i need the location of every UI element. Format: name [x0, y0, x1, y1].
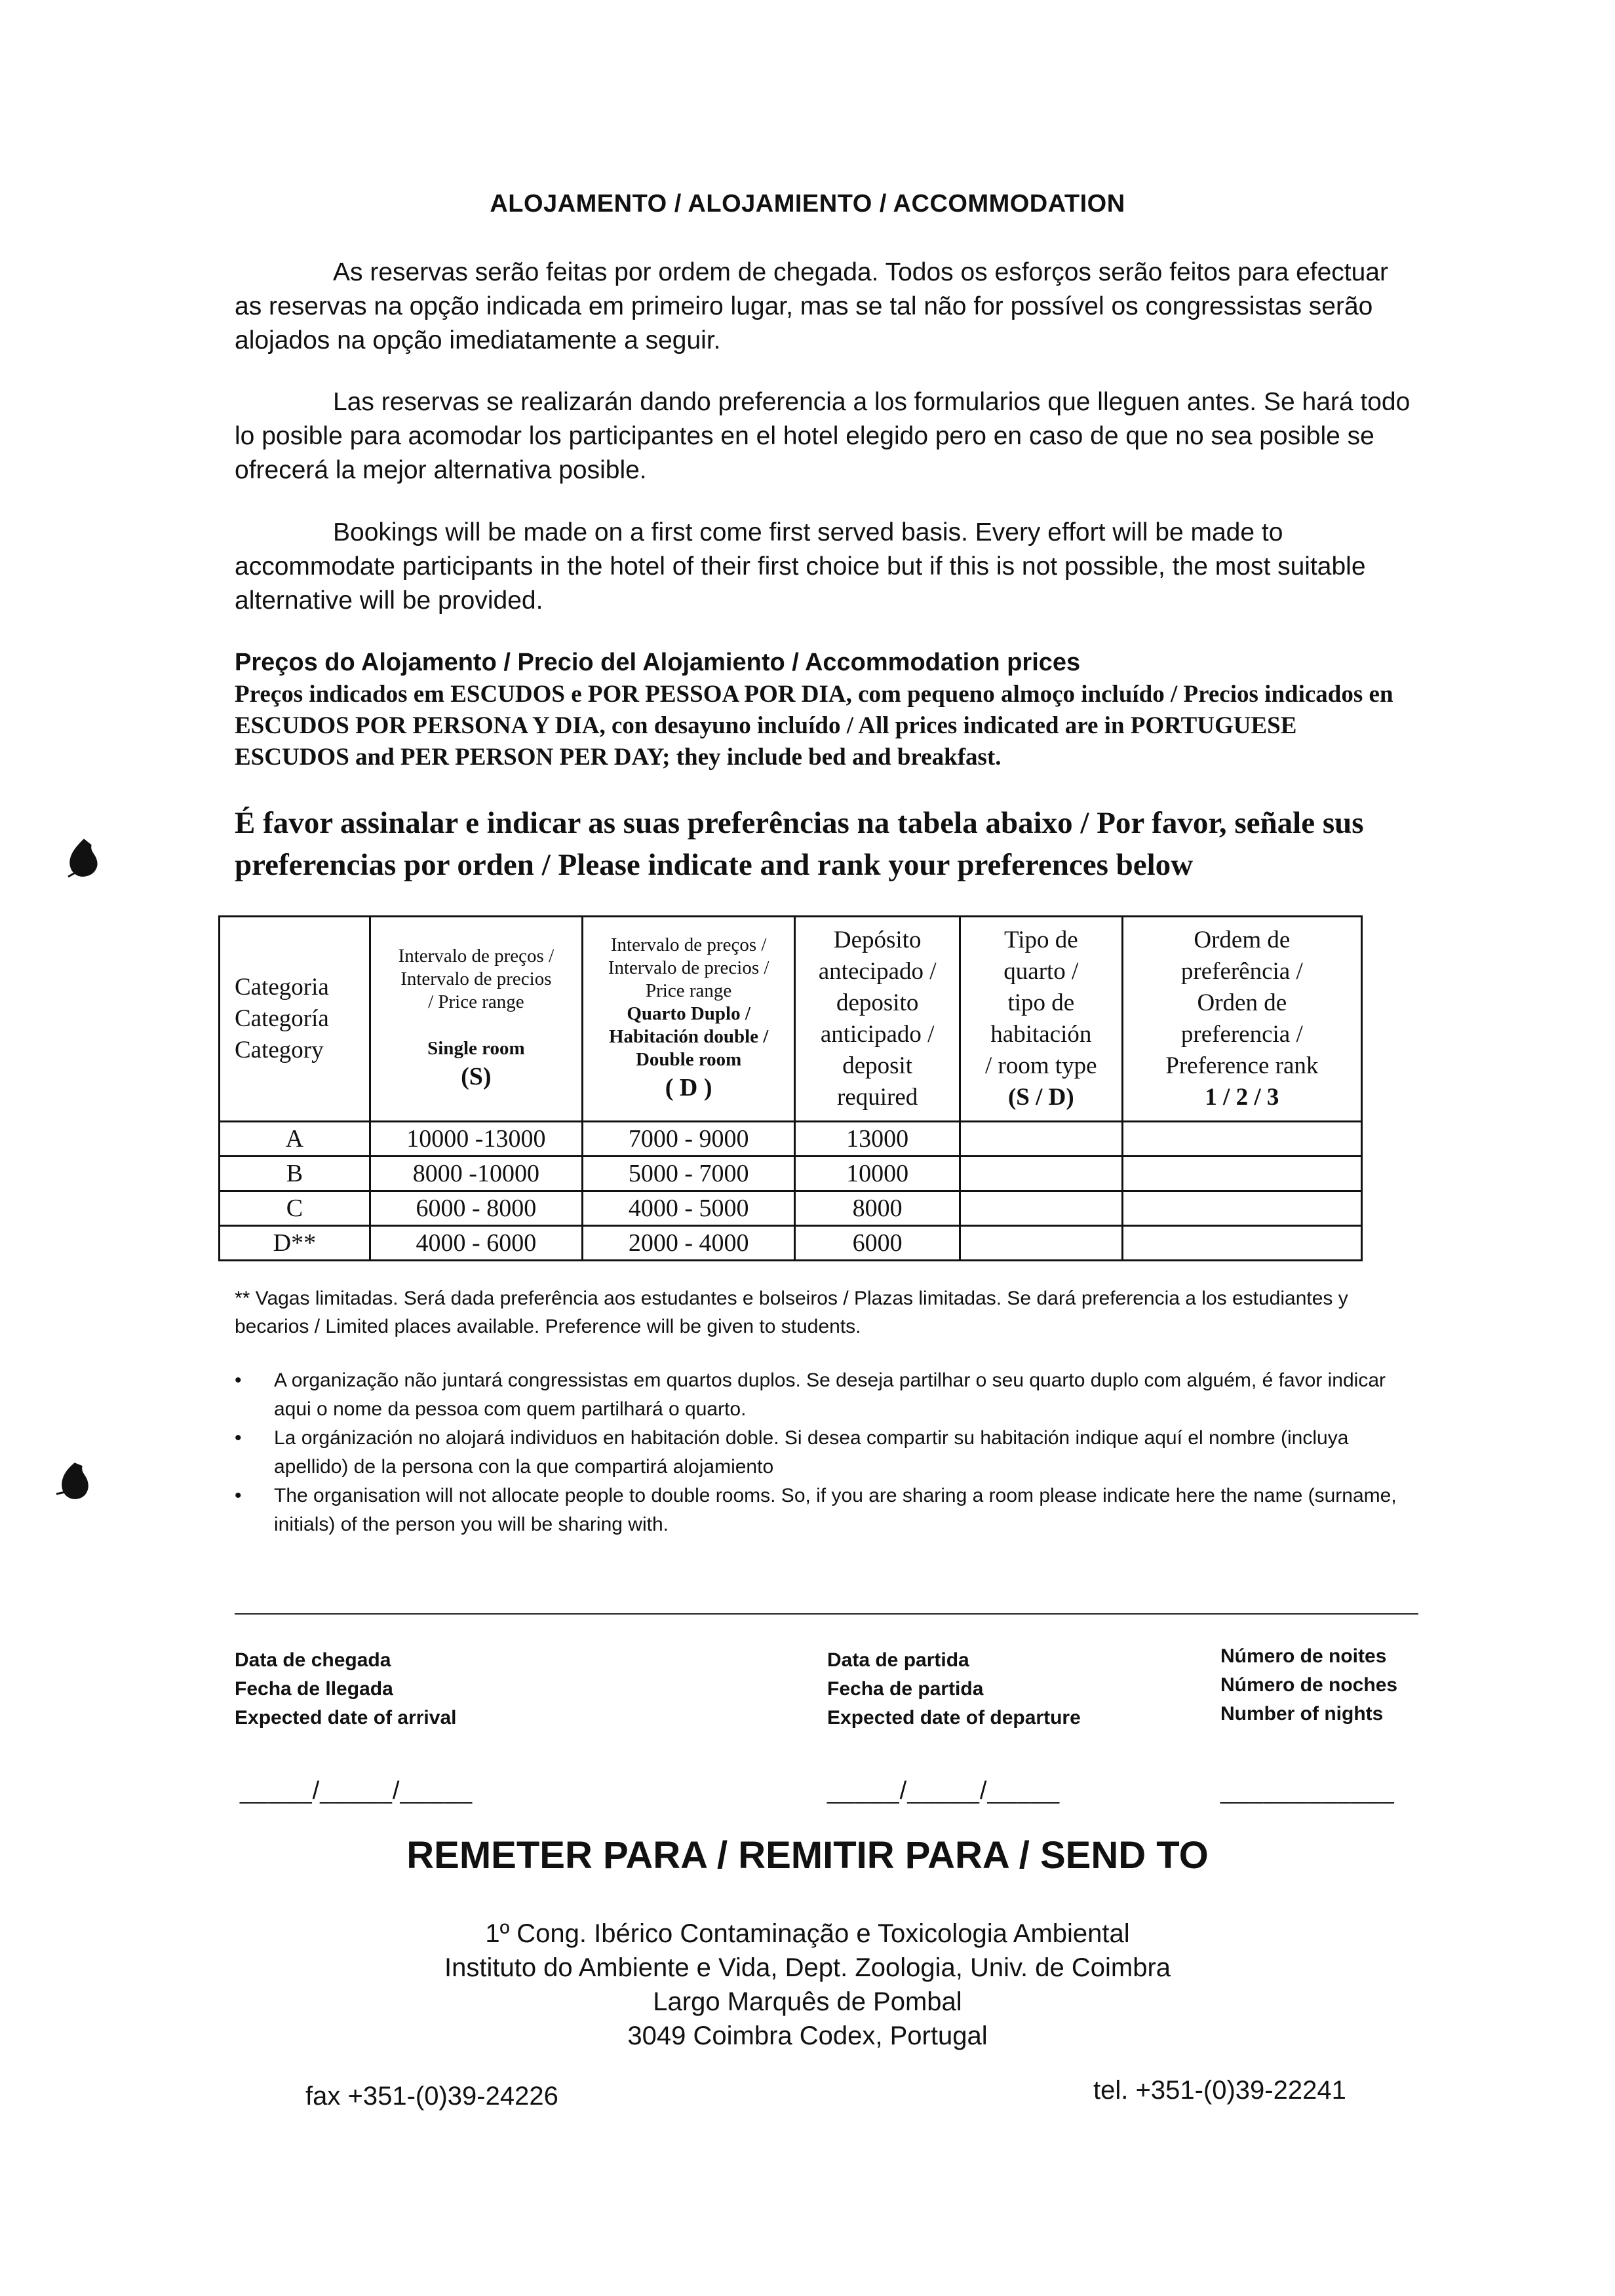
address-line: Instituto do Ambiente e Vida, Dept. Zoologia, Univ. de Coimbra: [444, 1953, 1171, 1982]
header-deposit: Depósito antecipado / deposito anticipado / deposit required: [795, 917, 960, 1122]
tel-number: tel. +351-(0)39-22241: [1093, 2076, 1346, 2105]
double-price-cell: 5000 - 7000: [582, 1157, 794, 1191]
departure-date-field[interactable]: _____/_____/_____: [827, 1777, 1060, 1805]
arrival-date-field[interactable]: _____/_____/_____: [240, 1777, 473, 1805]
mailing-address: [0, 1917, 1615, 2053]
prices-text: Preços indicados em ESCUDOS e POR PESSOA POR DIA, com pequeno almoço incluído / Precios indicados en ESCUDOS POR PERSONA Y DIA, con desayuno incluído / All prices indicated are in PORTUGUESE ESCUDOS and PER PERSON PER DAY; they include bed and breakfast.: [235, 681, 1393, 771]
header-preference-rank: Ordem de preferência / Orden de preferencia / Preference rank 1 / 2 / 3: [1122, 917, 1361, 1122]
deposit-cell: 8000: [795, 1191, 960, 1226]
preference-rank-input-cell[interactable]: [1122, 1191, 1361, 1226]
double-price-cell: 4000 - 5000: [582, 1191, 794, 1226]
header-double-room: Intervalo de preços / Intervalo de precios / Price range Quarto Duplo / Habitación double / Double room ( D ): [582, 917, 794, 1122]
paragraph-portuguese: As reservas serão feitas por ordem de chegada. Todos os esforços serão feitos para efectuar as reservas na opção indicada em primeiro lugar, mas se tal não for possível os congressistas serão alojados na opção imediatamente a seguir.: [235, 258, 1388, 354]
nights-field[interactable]: ____________: [1220, 1777, 1395, 1805]
deposit-cell: 10000: [795, 1157, 960, 1191]
sharing-instructions-list: [235, 1366, 1408, 1539]
room-type-input-cell[interactable]: [960, 1226, 1122, 1261]
prices-heading: Preços do Alojamento / Precio del Alojamiento / Accommodation prices: [235, 649, 1081, 676]
preference-rank-input-cell[interactable]: [1122, 1157, 1361, 1191]
paragraph-spanish: Las reservas se realizarán dando preferencia a los formularios que lleguen antes. Se hará todo lo posible para acomodar los participantes en el hotel elegido pero en caso de que no sea posible se ofrecerá la mejor alternativa posible.: [235, 388, 1411, 484]
header-single-room: Intervalo de preços / Intervalo de precios / Price range Single room (S): [370, 917, 582, 1122]
category-cell: C: [220, 1191, 370, 1226]
paragraph-english: Bookings will be made on a first come first served basis. Every effort will be made to accommodate participants in the hotel of their first choice but if this is not possible, the most suitable alternative will be provided.: [235, 518, 1366, 615]
address-line: Largo Marquês de Pombal: [653, 1987, 962, 2016]
room-type-input-cell[interactable]: [960, 1191, 1122, 1226]
table-row: [220, 1157, 1362, 1191]
punch-mark-icon: [64, 839, 102, 879]
header-room-type: Tipo de quarto / tipo de habitación / room type (S / D): [960, 917, 1122, 1122]
send-to-heading: REMETER PARA / REMITIR PARA / SEND TO: [406, 1834, 1209, 1877]
double-price-cell: 2000 - 4000: [582, 1226, 794, 1261]
list-item: • A organização não juntará congressistas em quartos duplos. Se deseja partilhar o seu quarto duplo com alguém, é favor indicar aqui o nome da pessoa com quem partilhará o quarto.: [235, 1366, 1408, 1424]
single-price-cell: 4000 - 6000: [370, 1226, 582, 1261]
category-cell: A: [220, 1122, 370, 1157]
departure-date-label: Data de partida Fecha de partida Expected date of departure: [827, 1649, 1081, 1729]
footnote-limited-places: ** Vagas limitadas. Será dada preferência aos estudantes e bolseiros / Plazas limitadas. Se dará preferencia a los estudiantes y becarios / Limited places available. Preference will be given to students.: [235, 1288, 1348, 1337]
table-row: [220, 1226, 1362, 1261]
sharing-name-line[interactable]: [235, 1613, 1418, 1615]
deposit-cell: 13000: [795, 1122, 960, 1157]
header-category: Categoria Categoría Category: [220, 917, 370, 1122]
single-price-cell: 6000 - 8000: [370, 1191, 582, 1226]
list-item: • The organisation will not allocate people to double rooms. So, if you are sharing a room please indicate here the name (surname, initials) of the person you will be sharing with.: [235, 1482, 1408, 1539]
page-title: ALOJAMENTO / ALOJAMIENTO / ACCOMMODATION: [490, 190, 1125, 218]
room-type-input-cell[interactable]: [960, 1122, 1122, 1157]
nights-label: Número de noites Número de noches Number of nights: [1220, 1645, 1398, 1725]
preference-rank-input-cell[interactable]: [1122, 1226, 1361, 1261]
category-cell: B: [220, 1157, 370, 1191]
list-item: • La orgánización no alojará individuos en habitación doble. Si desea compartir su habitación indique aquí el nombre (incluya apellido) de la persona con la que compartirá alojamiento: [235, 1424, 1408, 1482]
deposit-cell: 6000: [795, 1226, 960, 1261]
category-cell: D**: [220, 1226, 370, 1261]
double-price-cell: 7000 - 9000: [582, 1122, 794, 1157]
preferences-instruction: É favor assinalar e indicar as suas preferências na tabela abaixo / Por favor, señale sus preferencias por orden / Please indicate and rank your preferences below: [235, 806, 1364, 882]
table-row: [220, 1191, 1362, 1226]
accommodation-table: [218, 915, 1363, 1261]
single-price-cell: 10000 -13000: [370, 1122, 582, 1157]
address-line: 3049 Coimbra Codex, Portugal: [627, 2021, 988, 2050]
address-line: 1º Cong. Ibérico Contaminação e Toxicologia Ambiental: [485, 1919, 1130, 1948]
punch-mark-icon: [54, 1461, 92, 1502]
room-type-input-cell[interactable]: [960, 1157, 1122, 1191]
table-header-row: [220, 917, 1362, 1122]
table-row: [220, 1122, 1362, 1157]
single-price-cell: 8000 -10000: [370, 1157, 582, 1191]
fax-number: fax +351-(0)39-24226: [305, 2082, 558, 2111]
preference-rank-input-cell[interactable]: [1122, 1122, 1361, 1157]
arrival-date-label: Data de chegada Fecha de llegada Expected date of arrival: [235, 1649, 457, 1729]
